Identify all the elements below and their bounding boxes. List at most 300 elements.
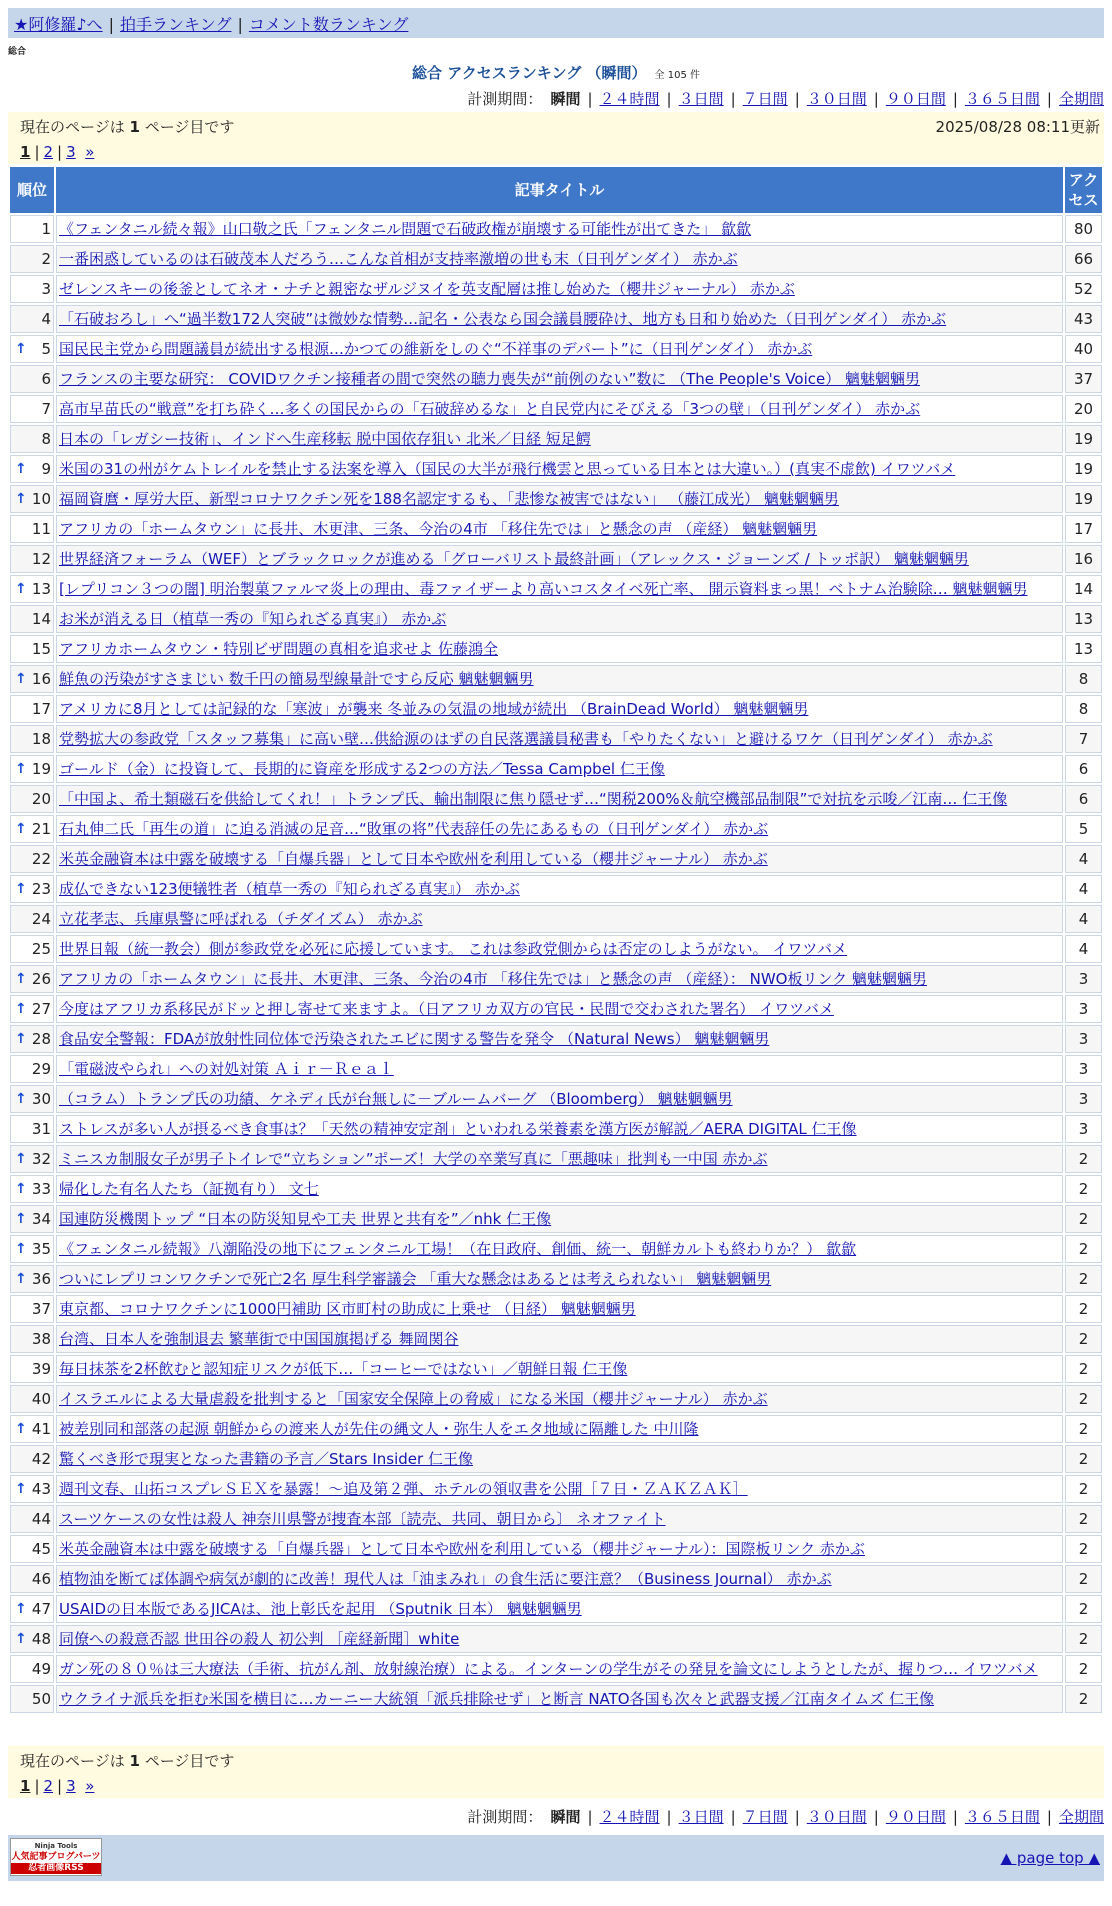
access-count-cell: 2 [1065, 1235, 1102, 1263]
period-option-link[interactable]: ３６５日間 [964, 1808, 1040, 1826]
rank-cell [10, 275, 54, 303]
table-row [10, 1145, 1102, 1173]
rank-cell [10, 545, 54, 573]
article-title-link[interactable]: 米国の31の州がケムトレイルを禁止する法案を導入（国民の大半が飛行機雲と思っている日本とは大違い。）(真実不虚飲) イワツバメ [59, 460, 956, 478]
access-count-cell: 80 [1065, 215, 1102, 243]
access-count-cell: 8 [1065, 695, 1102, 723]
article-title-link[interactable]: USAIDの日本版であるJICAは、池上彰氏を起用 （Sputnik 日本） 魑魅魍魎男 [59, 1600, 582, 1618]
pagination-separator: | [57, 143, 63, 161]
rank-number: 18 [31, 730, 51, 748]
title-cell [56, 1205, 1063, 1233]
article-title-link[interactable]: 「石破おろし」へ“過半数172人突破”は微妙な情勢…記名・公表なら国会議員腰砕け、地方も日和り始めた（日刊ゲンダイ） 赤かぶ [59, 310, 947, 328]
rank-up-arrow-icon: ↑ [15, 971, 27, 987]
period-option-link[interactable]: ９０日間 [885, 1808, 946, 1826]
table-row [10, 995, 1102, 1023]
article-title-link[interactable]: ついにレプリコンワクチンで死亡2名 厚生科学審議会 「重大な懸念はあるとは考えられない」 魑魅魍魎男 [59, 1270, 772, 1288]
access-count-cell: 2 [1065, 1475, 1102, 1503]
article-title-link[interactable]: 立花孝志、兵庫県警に呼ばれる（チダイズム） 赤かぶ [59, 910, 423, 928]
rank-number: 16 [31, 670, 51, 688]
rank-number: 49 [31, 1660, 51, 1678]
title-cell [56, 635, 1063, 663]
rank-number: 32 [31, 1150, 51, 1168]
rank-up-arrow-icon: ↑ [15, 671, 27, 687]
article-title-link[interactable]: 米英金融資本は中露を破壊する「自爆兵器」として日本や欧州を利用している（櫻井ジャーナル） 赤かぶ [59, 850, 768, 868]
rank-number: 19 [31, 760, 51, 778]
article-title-link[interactable]: ゴールド（金）に投資して、長期的に資産を形成する2つの方法／Tessa Campbel 仁王像 [59, 760, 665, 778]
article-title-link[interactable]: アメリカに8月としては記録的な「寒波」が襲来 冬並みの気温の地域が続出 （BrainDead World） 魑魅魍魎男 [59, 700, 809, 718]
rank-number: 10 [31, 490, 51, 508]
rank-cell [10, 1115, 54, 1143]
rank-number: 29 [31, 1060, 51, 1078]
rank-number: 14 [31, 610, 51, 628]
article-title-link[interactable]: 今度はアフリカ系移民がドッと押し寄せて来ますよ。（日アフリカ双方の官民・民間で交わされた署名） イワツバメ [59, 1000, 834, 1018]
rank-number: 9 [41, 460, 51, 478]
comment-ranking-link[interactable]: コメント数ランキング [248, 15, 409, 34]
nav-separator: | [108, 15, 114, 34]
table-row [10, 1115, 1102, 1143]
pagination [20, 1777, 1092, 1795]
table-row [10, 755, 1102, 783]
page-status-text: ページ目です [144, 1752, 235, 1770]
table-row [10, 1295, 1102, 1323]
period-selector-bottom [467, 1806, 1104, 1827]
table-row [10, 725, 1102, 753]
table-row [10, 395, 1102, 423]
article-title-link[interactable]: フランスの主要な研究： COVIDワクチン接種者の間で突然の聴力喪失が“前例のない”数に （The People's Voice） 魑魅魍魎男 [59, 370, 921, 388]
table-row [10, 1265, 1102, 1293]
clap-ranking-link[interactable]: 拍手ランキング [119, 15, 232, 34]
article-title-link[interactable]: 毎日抹茶を2杯飲むと認知症リスクが低下…「コーヒーではない」／朝鮮日報 仁王像 [59, 1360, 628, 1378]
rank-up-arrow-icon: ↑ [15, 1091, 27, 1107]
access-count-cell: 2 [1065, 1325, 1102, 1353]
title-cell [56, 485, 1063, 513]
article-title-link[interactable]: 帰化した有名人たち（証拠有り） 文七 [59, 1180, 319, 1198]
page-status-text: 現在のページは [20, 1752, 125, 1770]
period-option-link[interactable]: ３日間 [678, 1808, 724, 1826]
table-row [10, 365, 1102, 393]
article-title-link[interactable]: 国民民主党から問題議員が続出する根源…かつての維新をしのぐ“不祥事のデパート”に（日刊ゲンダイ） 赤かぶ [59, 340, 813, 358]
access-count-cell: 3 [1065, 1085, 1102, 1113]
article-title-link[interactable]: イスラエルによる大量虐殺を批判すると「国家安全保障上の脅威」になる米国（櫻井ジャーナル） 赤かぶ [59, 1390, 768, 1408]
pagination-current: 1 [20, 1777, 31, 1795]
title-cell [56, 1265, 1063, 1293]
title-cell [56, 1055, 1063, 1083]
pagination-separator: | [57, 1777, 63, 1795]
page-status [20, 1750, 1092, 1771]
access-count-cell: 3 [1065, 995, 1102, 1023]
page-title: 総合 アクセスランキング （瞬間） [412, 64, 647, 82]
article-title-link[interactable]: 世界日報（統一教会）側が参政党を必死に応援しています。 これは参政党側からは否定のしようがない。 イワツバメ [59, 940, 848, 958]
rank-cell [10, 995, 54, 1023]
rank-up-arrow-icon: ↑ [15, 1271, 27, 1287]
table-row [10, 335, 1102, 363]
rank-cell [10, 1265, 54, 1293]
rank-cell [10, 1535, 54, 1563]
rank-cell [10, 1025, 54, 1053]
table-row [10, 1625, 1102, 1653]
table-row [10, 1685, 1102, 1713]
rank-number: 36 [31, 1270, 51, 1288]
rank-cell [10, 1685, 54, 1713]
rank-number: 40 [31, 1390, 51, 1408]
page-status-text: ページ目です [144, 118, 235, 136]
article-title-link[interactable]: ガン死の８０％は三大療法（手術、抗がん剤、放射線治療）による。インターンの学生がその発見を論文にしようとしたが、握りつ… イワツバメ [59, 1660, 1038, 1678]
article-title-link[interactable]: ゼレンスキーの後釜としてネオ・ナチと親密なザルジヌイを英支配層は推し始めた（櫻井ジャーナル） 赤かぶ [59, 280, 795, 298]
access-count-cell: 2 [1065, 1385, 1102, 1413]
col-access-header: アクセス [1065, 167, 1102, 213]
rank-cell [10, 695, 54, 723]
title-cell [56, 1145, 1063, 1173]
rank-number: 12 [31, 550, 51, 568]
title-cell [56, 605, 1063, 633]
logo-text: Ninja Tools [34, 1842, 78, 1850]
table-row [10, 695, 1102, 723]
logo-text: 忍者画像RSS [11, 1863, 101, 1874]
period-separator: | [730, 1808, 736, 1826]
table-row [10, 1385, 1102, 1413]
period-option-link[interactable]: ７日間 [742, 90, 788, 108]
period-option-link[interactable]: ２４時間 [599, 1808, 660, 1826]
access-count-cell: 19 [1065, 485, 1102, 513]
article-title-link[interactable]: ミニスカ制服女子が男子トイレで“立ちション”ポーズ！大学の卒業写真に「悪趣味」批判も一中国 赤かぶ [59, 1150, 768, 1168]
title-cell [56, 1595, 1063, 1623]
rank-cell [10, 425, 54, 453]
title-cell [56, 1235, 1063, 1263]
rank-cell [10, 1415, 54, 1443]
rank-cell [10, 935, 54, 963]
rank-number: 43 [31, 1480, 51, 1498]
rank-cell [10, 1505, 54, 1533]
article-title-link[interactable]: 食品安全警報：FDAが放射性同位体で汚染されたエビに関する警告を発令 （Natural News） 魑魅魍魎男 [59, 1030, 770, 1048]
rank-cell [10, 1595, 54, 1623]
title-cell [56, 725, 1063, 753]
period-current: 瞬間 [550, 90, 581, 108]
article-title-link[interactable]: 東京都、コロナワクチンに1000円補助 区市町村の助成に上乗せ （日経） 魑魅魍魎男 [59, 1300, 636, 1318]
article-title-link[interactable]: 成仏できない123便犠牲者（植草一秀の『知られざる真実』） 赤かぶ [59, 880, 520, 898]
rank-cell [10, 305, 54, 333]
pagination-separator: | [34, 143, 40, 161]
rank-cell [10, 815, 54, 843]
rank-number: 30 [31, 1090, 51, 1108]
total-count: 全 105 件 [654, 70, 700, 81]
pagination [20, 143, 1092, 161]
rank-number: 27 [31, 1000, 51, 1018]
rank-cell [10, 1355, 54, 1383]
logo-text: 人気記事ブログパーツ [11, 1852, 101, 1862]
rank-up-arrow-icon: ↑ [15, 461, 27, 477]
period-option-link[interactable]: ７日間 [742, 1808, 788, 1826]
period-separator: | [873, 1808, 879, 1826]
article-title-link[interactable]: 米英金融資本は中露を破壊する「自爆兵器」として日本や欧州を利用している（櫻井ジャーナル）：国際板リンク 赤かぶ [59, 1540, 865, 1558]
ranking-table-body [10, 215, 1102, 1713]
rank-number: 34 [31, 1210, 51, 1228]
title-cell [56, 395, 1063, 423]
access-count-cell: 2 [1065, 1595, 1102, 1623]
title-cell [56, 455, 1063, 483]
page-status-number: 1 [129, 118, 140, 136]
updated-timestamp: 2025/08/28 08:11更新 [935, 118, 1100, 136]
rank-cell [10, 785, 54, 813]
article-title-link[interactable]: 週刊文春、山拓コスプレＳＥＸを暴露！～追及第２弾、ホテルの領収書を公開［７日・ＺＡＫＺＡＫ］ [59, 1480, 748, 1498]
table-row [10, 1235, 1102, 1263]
pagination-page-link[interactable]: 2 [43, 1777, 54, 1795]
table-row [10, 425, 1102, 453]
access-count-cell: 2 [1065, 1145, 1102, 1173]
title-cell [56, 665, 1063, 693]
table-row [10, 1175, 1102, 1203]
access-count-cell: 2 [1065, 1175, 1102, 1203]
period-option-link[interactable]: ３０日間 [806, 1808, 867, 1826]
home-link[interactable]: ★阿修羅♪へ [14, 15, 103, 34]
rank-cell [10, 215, 54, 243]
rank-number: 33 [31, 1180, 51, 1198]
rank-number: 20 [31, 790, 51, 808]
rank-cell [10, 665, 54, 693]
rank-number: 4 [41, 310, 51, 328]
access-count-cell: 66 [1065, 245, 1102, 273]
table-row [10, 575, 1102, 603]
article-title-link[interactable]: 鮮魚の汚染がすさまじい 数千円の簡易型線量計ですら反応 魑魅魍魎男 [59, 670, 534, 688]
period-option-link[interactable]: ９０日間 [885, 90, 946, 108]
article-title-link[interactable]: 「中国よ、希土類磁石を供給してくれ！」トランプ氏、輸出制限に焦り隠せず…“関税200%＆航空機部品制限”で対抗を示唆／江南… 仁王像 [59, 790, 1008, 808]
rank-cell [10, 335, 54, 363]
pagination-separator: | [34, 1777, 40, 1795]
article-title-link[interactable]: 台湾、日本人を強制退去 繁華街で中国国旗掲げる 舞岡関谷 [59, 1330, 459, 1348]
rank-cell [10, 1385, 54, 1413]
rank-cell [10, 1445, 54, 1473]
title-cell [56, 845, 1063, 873]
rank-cell [10, 965, 54, 993]
rank-cell [10, 455, 54, 483]
article-title-link[interactable]: 国連防災機関トップ “日本の防災知見や工夫 世界と共有を”／nhk 仁王像 [59, 1210, 552, 1228]
pagination-page-link[interactable]: 3 [66, 143, 76, 161]
article-title-link[interactable]: 同僚への殺意否認 世田谷の殺人 初公判 ［産経新聞］white [59, 1630, 460, 1648]
article-title-link[interactable]: アフリカの「ホームタウン」に長井、木更津、三条、今治の4市 「移住先では」と懸念の声 （産経）： NWO板リンク 魑魅魍魎男 [59, 970, 927, 988]
access-count-cell: 20 [1065, 395, 1102, 423]
pagination-page-link[interactable]: 2 [43, 143, 54, 161]
article-title-link[interactable]: ウクライナ派兵を拒む米国を横目に…カーニー大統領「派兵排除せず」と断言 NATO各国も次々と武器支援／江南タイムズ 仁王像 [59, 1690, 935, 1708]
table-row [10, 1025, 1102, 1053]
rank-number: 11 [31, 520, 51, 538]
article-title-link[interactable]: 被差別同和部落の起源 朝鮮からの渡来人が先住の縄文人・弥生人をエタ地域に隔離した 中川隆 [59, 1420, 699, 1438]
article-title-link[interactable]: （コラム）トランプ氏の功績、ケネディ氏が台無しに－ブルームバーグ （Bloomberg） 魑魅魍魎男 [59, 1090, 733, 1108]
period-separator: | [587, 1808, 593, 1826]
period-option-link[interactable]: ２４時間 [599, 90, 660, 108]
article-title-link[interactable]: 日本の「レガシー技術」、インドへ生産移転 脱中国依存狙い 北米／日経 短足鰐 [59, 430, 591, 448]
table-row [10, 1505, 1102, 1533]
article-title-link[interactable]: アフリカの「ホームタウン」に長井、木更津、三条、今治の4市 「移住先では」と懸念の声 （産経） 魑魅魍魎男 [59, 520, 818, 538]
title-cell [56, 1685, 1063, 1713]
rank-number: 7 [41, 400, 51, 418]
article-title-link[interactable]: 「電磁波やられ」への対処対策 Ａｉｒ－Ｒｅａｌ [59, 1060, 394, 1078]
period-separator: | [730, 90, 736, 108]
pagination-page-link[interactable]: 3 [66, 1777, 76, 1795]
period-separator: | [587, 90, 593, 108]
period-separator: | [873, 90, 879, 108]
access-count-cell: 52 [1065, 275, 1102, 303]
rank-cell [10, 875, 54, 903]
rank-up-arrow-icon: ↑ [15, 1001, 27, 1017]
access-count-cell: 2 [1065, 1565, 1102, 1593]
rank-cell [10, 905, 54, 933]
rank-cell [10, 245, 54, 273]
ranking-heading [0, 62, 1112, 83]
table-row [10, 845, 1102, 873]
page-status-text: 現在のページは [20, 118, 125, 136]
table-row [10, 1535, 1102, 1563]
pagination-next-link[interactable]: » [85, 143, 95, 161]
rank-cell [10, 1175, 54, 1203]
pagination-next-link[interactable]: » [85, 1777, 95, 1795]
period-separator: | [1046, 90, 1052, 108]
title-cell [56, 1475, 1063, 1503]
rank-number: 8 [41, 430, 51, 448]
ranking-table [8, 165, 1104, 1715]
access-count-cell: 4 [1065, 905, 1102, 933]
access-count-cell: 37 [1065, 365, 1102, 393]
col-rank-header: 順位 [10, 167, 54, 213]
title-cell [56, 365, 1063, 393]
period-label: 計測期間： [467, 90, 543, 108]
rank-up-arrow-icon: ↑ [15, 1421, 27, 1437]
title-cell [56, 1655, 1063, 1683]
period-option-link[interactable]: ３６５日間 [964, 90, 1040, 108]
period-option-link[interactable]: ３０日間 [806, 90, 867, 108]
rank-number: 2 [41, 250, 51, 268]
rank-cell [10, 605, 54, 633]
article-title-link[interactable]: お米が消える日（植草一秀の『知られざる真実』） 赤かぶ [59, 610, 447, 628]
title-cell [56, 245, 1063, 273]
rank-number: 25 [31, 940, 51, 958]
period-option-link[interactable]: ３日間 [678, 90, 724, 108]
access-count-cell: 19 [1065, 425, 1102, 453]
title-cell [56, 515, 1063, 543]
table-row [10, 545, 1102, 573]
rank-number: 31 [31, 1120, 51, 1138]
rank-cell [10, 485, 54, 513]
title-cell [56, 1385, 1063, 1413]
access-count-cell: 4 [1065, 875, 1102, 903]
title-cell [56, 425, 1063, 453]
rank-number: 35 [31, 1240, 51, 1258]
access-count-cell: 3 [1065, 1115, 1102, 1143]
rank-cell [10, 1055, 54, 1083]
access-count-cell: 2 [1065, 1205, 1102, 1233]
article-title-link[interactable]: 《フェンタニル続報》八潮陥没の地下にフェンタニル工場！（在日政府、創価、統一、朝鮮カルトも終わりか？） 歙歙 [59, 1240, 857, 1258]
rank-cell [10, 395, 54, 423]
period-separator: | [952, 1808, 958, 1826]
title-cell [56, 1175, 1063, 1203]
rank-number: 42 [31, 1450, 51, 1468]
period-selector-top [467, 88, 1104, 109]
title-cell [56, 1115, 1063, 1143]
table-row [10, 275, 1102, 303]
rank-up-arrow-icon: ↑ [15, 1601, 27, 1617]
table-row [10, 635, 1102, 663]
title-cell [56, 695, 1063, 723]
article-title-link[interactable]: スーツケースの女性は殺人 神奈川県警が捜査本部〔読売、共同、朝日から〕 ネオファイト [59, 1510, 666, 1528]
title-cell [56, 995, 1063, 1023]
access-count-cell: 2 [1065, 1535, 1102, 1563]
table-row [10, 1595, 1102, 1623]
article-title-link[interactable]: 福岡資麿・厚労大臣、新型コロナワクチン死を188名認定するも、「悲惨な被害ではない」 （藤江成光） 魑魅魍魎男 [59, 490, 839, 508]
article-title-link[interactable]: 植物油を断てば体調や病気が劇的に改善！現代人は「油まみれ」の食生活に要注意？（Business Journal） 赤かぶ [59, 1570, 832, 1588]
table-row [10, 1325, 1102, 1353]
article-title-link[interactable]: 世界経済フォーラム（WEF）とブラックロックが進める「グローバリスト最終計画」（アレックス・ジョーンズ / トッポ訳） 魑魅魍魎男 [59, 550, 969, 568]
article-title-link[interactable]: 石丸伸二氏「再生の道」に迫る消滅の足音…“敗軍の将”代表辞任の先にあるもの（日刊ゲンダイ） 赤かぶ [59, 820, 769, 838]
page-top-link[interactable]: ▲ page top ▲ [1000, 1849, 1100, 1867]
title-cell [56, 815, 1063, 843]
table-row [10, 1415, 1102, 1443]
title-cell [56, 1565, 1063, 1593]
rank-number: 44 [31, 1510, 51, 1528]
article-title-link[interactable]: [レプリコン３つの闇] 明治製菓ファルマ炎上の理由、毒ファイザーより高いコスタイベ死亡率、 開示資料まっ黒！ベトナム治験除… 魑魅魍魎男 [59, 580, 1028, 598]
rank-cell [10, 1085, 54, 1113]
title-cell [56, 275, 1063, 303]
article-title-link[interactable]: 党勢拡大の参政党「スタッフ募集」に高い壁…供給源のはずの自民落選議員秘書も「やりたくない」と避けるワケ（日刊ゲンダイ） 赤かぶ [59, 730, 993, 748]
title-cell [56, 575, 1063, 603]
period-option-link[interactable]: 全期間 [1058, 1808, 1104, 1826]
article-title-link[interactable]: ストレスが多い人が摂るべき食事は？「天然の精神安定剤」といわれる栄養素を漢方医が解説／AERA DIGITAL 仁王像 [59, 1120, 857, 1138]
access-count-cell: 2 [1065, 1655, 1102, 1683]
article-title-link[interactable]: アフリカホームタウン・特別ビザ問題の真相を追求せよ 佐藤鴻全 [59, 640, 499, 658]
title-cell [56, 215, 1063, 243]
title-cell [56, 1025, 1063, 1053]
article-title-link[interactable]: 高市早苗氏の“戦意”を打ち砕く…多くの国民からの「石破辞めるな」と自民党内にそびえる「3つの壁」（日刊ゲンダイ） 赤かぶ [59, 400, 921, 418]
rank-cell [10, 1625, 54, 1653]
table-row [10, 1565, 1102, 1593]
ninja-tools-logo[interactable] [10, 1838, 102, 1876]
title-cell [56, 1085, 1063, 1113]
rank-cell [10, 1295, 54, 1323]
title-cell [56, 1325, 1063, 1353]
rank-number: 38 [31, 1330, 51, 1348]
period-separator: | [794, 90, 800, 108]
access-count-cell: 43 [1065, 305, 1102, 333]
article-title-link[interactable]: 一番困惑しているのは石破茂本人だろう…こんな首相が支持率激増の世も末（日刊ゲンダイ） 赤かぶ [59, 250, 738, 268]
access-count-cell: 3 [1065, 1055, 1102, 1083]
access-count-cell: 3 [1065, 1025, 1102, 1053]
rank-cell [10, 635, 54, 663]
table-row [10, 515, 1102, 543]
pager-bottom [8, 1746, 1104, 1798]
top-nav-bar [8, 8, 1104, 38]
access-count-cell: 6 [1065, 785, 1102, 813]
rank-cell [10, 1145, 54, 1173]
rank-up-arrow-icon: ↑ [15, 1151, 27, 1167]
period-separator: | [666, 90, 672, 108]
rank-number: 5 [41, 340, 51, 358]
table-row [10, 215, 1102, 243]
table-row [10, 1085, 1102, 1113]
access-count-cell: 4 [1065, 845, 1102, 873]
rank-number: 13 [31, 580, 51, 598]
access-count-cell: 2 [1065, 1415, 1102, 1443]
article-title-link[interactable]: 《フェンタニル続々報》山口敬之氏「フェンタニル問題で石破政権が崩壊する可能性が出てきた」 歙歙 [59, 220, 752, 238]
access-count-cell: 7 [1065, 725, 1102, 753]
article-title-link[interactable]: 驚くべき形で現実となった書籍の予言／Stars Insider 仁王像 [59, 1450, 473, 1468]
page-status [20, 116, 1092, 137]
title-cell [56, 1625, 1063, 1653]
title-cell [56, 1415, 1063, 1443]
title-cell [56, 1535, 1063, 1563]
access-count-cell: 2 [1065, 1685, 1102, 1713]
title-cell [56, 785, 1063, 813]
access-count-cell: 14 [1065, 575, 1102, 603]
access-count-cell: 3 [1065, 965, 1102, 993]
period-option-link[interactable]: 全期間 [1058, 90, 1104, 108]
table-row [10, 785, 1102, 813]
